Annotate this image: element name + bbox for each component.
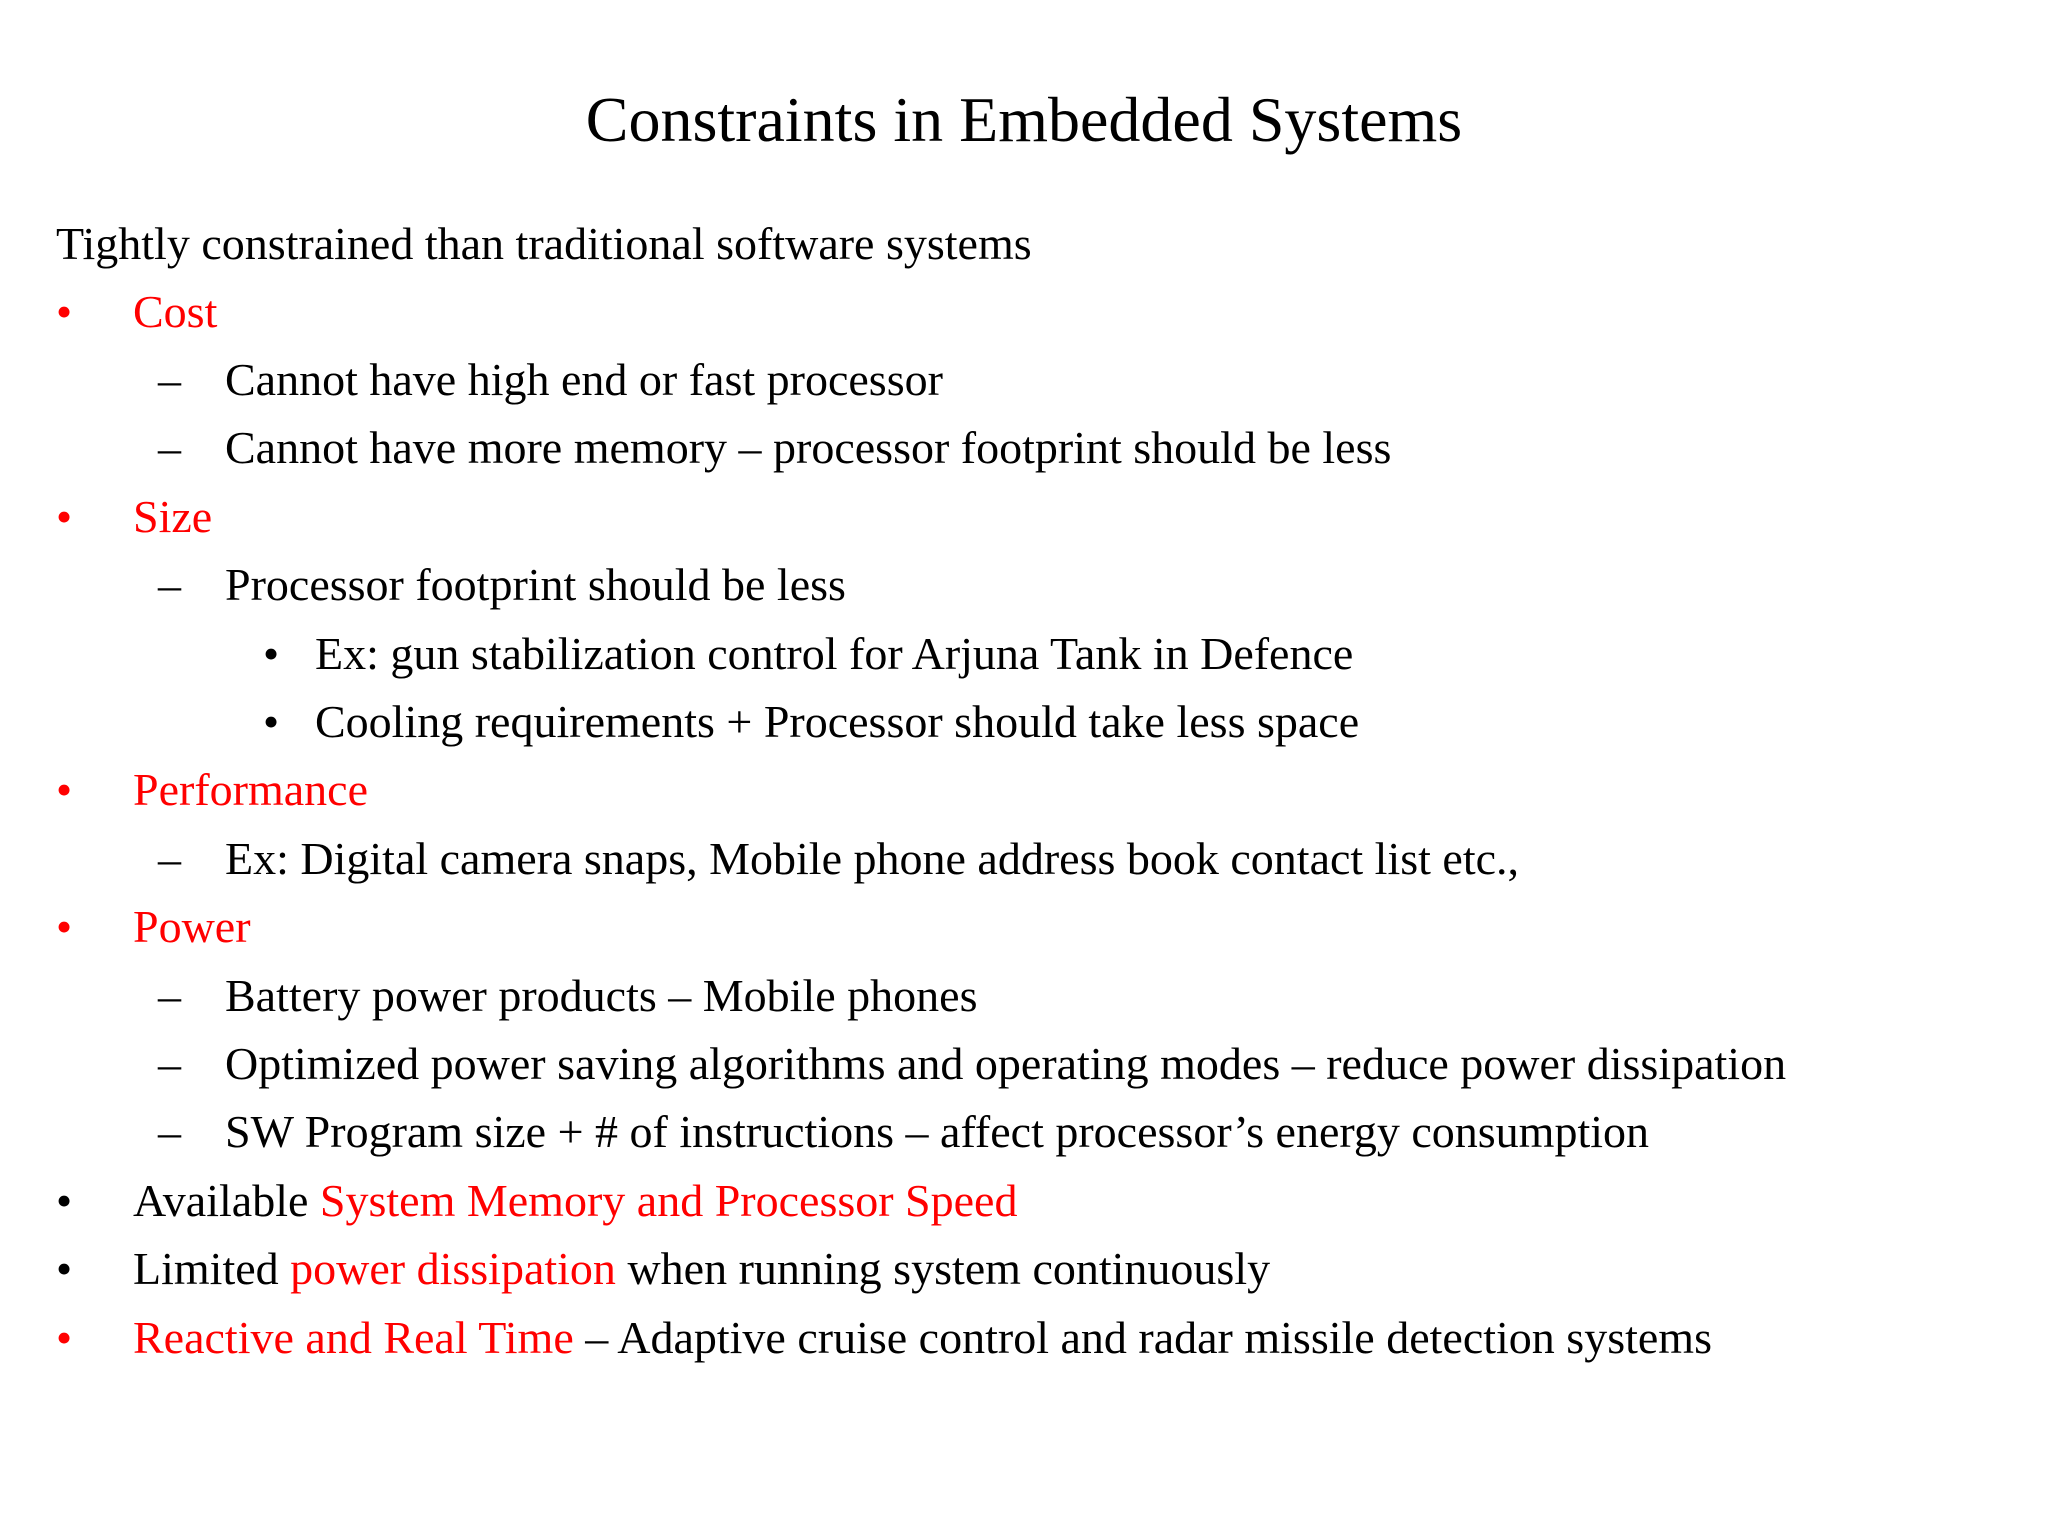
dash-power-2: – xyxy=(158,1038,181,1089)
reactive-highlight: Reactive and Real Time xyxy=(133,1312,574,1363)
bullet-power: • xyxy=(56,901,73,952)
power-item-1: Battery power products – Mobile phones xyxy=(225,970,978,1021)
limited-suffix: when running system continuously xyxy=(615,1243,1271,1294)
bullet-cost: • xyxy=(56,286,73,337)
cost-label: Cost xyxy=(133,286,218,337)
performance-label: Performance xyxy=(133,764,368,815)
dash-power-1: – xyxy=(158,970,181,1021)
bullet-reactive: • xyxy=(56,1312,73,1363)
available-prefix: Available xyxy=(133,1175,320,1226)
size-label: Size xyxy=(133,491,213,542)
slide-title: Constraints in Embedded Systems xyxy=(585,84,1463,155)
size-subitem-2: Cooling requirements + Processor should take less space xyxy=(315,696,1360,747)
power-item-3: SW Program size + # of instructions – affect processor’s energy consumption xyxy=(225,1106,1650,1157)
bullet-size-sub-2: • xyxy=(263,696,280,747)
cost-item-1: Cannot have high end or fast processor xyxy=(225,354,943,405)
limited-highlight: power dissipation xyxy=(290,1243,616,1294)
dash-performance-1: – xyxy=(158,833,181,884)
bullet-size-sub-1: • xyxy=(263,628,280,679)
performance-item: Ex: Digital camera snaps, Mobile phone address book contact list etc., xyxy=(225,833,1520,884)
bullet-available: • xyxy=(56,1175,73,1226)
size-item: Processor footprint should be less xyxy=(225,559,846,610)
bullet-size: • xyxy=(56,491,73,542)
dash-power-3: – xyxy=(158,1106,181,1157)
bullet-limited: • xyxy=(56,1243,73,1294)
available-line xyxy=(133,1171,1017,1231)
power-label: Power xyxy=(133,901,251,952)
dash-cost-1: – xyxy=(158,354,181,405)
cost-item-2: Cannot have more memory – processor footprint should be less xyxy=(225,422,1392,473)
size-subitem-1: Ex: gun stabilization control for Arjuna Tank in Defence xyxy=(315,628,1354,679)
limited-prefix: Limited xyxy=(133,1243,291,1294)
bullet-performance: • xyxy=(56,764,73,815)
available-highlight: System Memory and Processor Speed xyxy=(319,1175,1018,1226)
reactive-line xyxy=(133,1308,1712,1368)
dash-size-1: – xyxy=(158,559,181,610)
intro-text: Tightly constrained than traditional software systems xyxy=(56,218,1032,269)
limited-line xyxy=(133,1239,1270,1299)
power-item-2: Optimized power saving algorithms and operating modes – reduce power dissipation xyxy=(225,1038,1787,1089)
dash-cost-2: – xyxy=(158,422,181,473)
reactive-suffix: – Adaptive cruise control and radar missile detection systems xyxy=(573,1312,1712,1363)
